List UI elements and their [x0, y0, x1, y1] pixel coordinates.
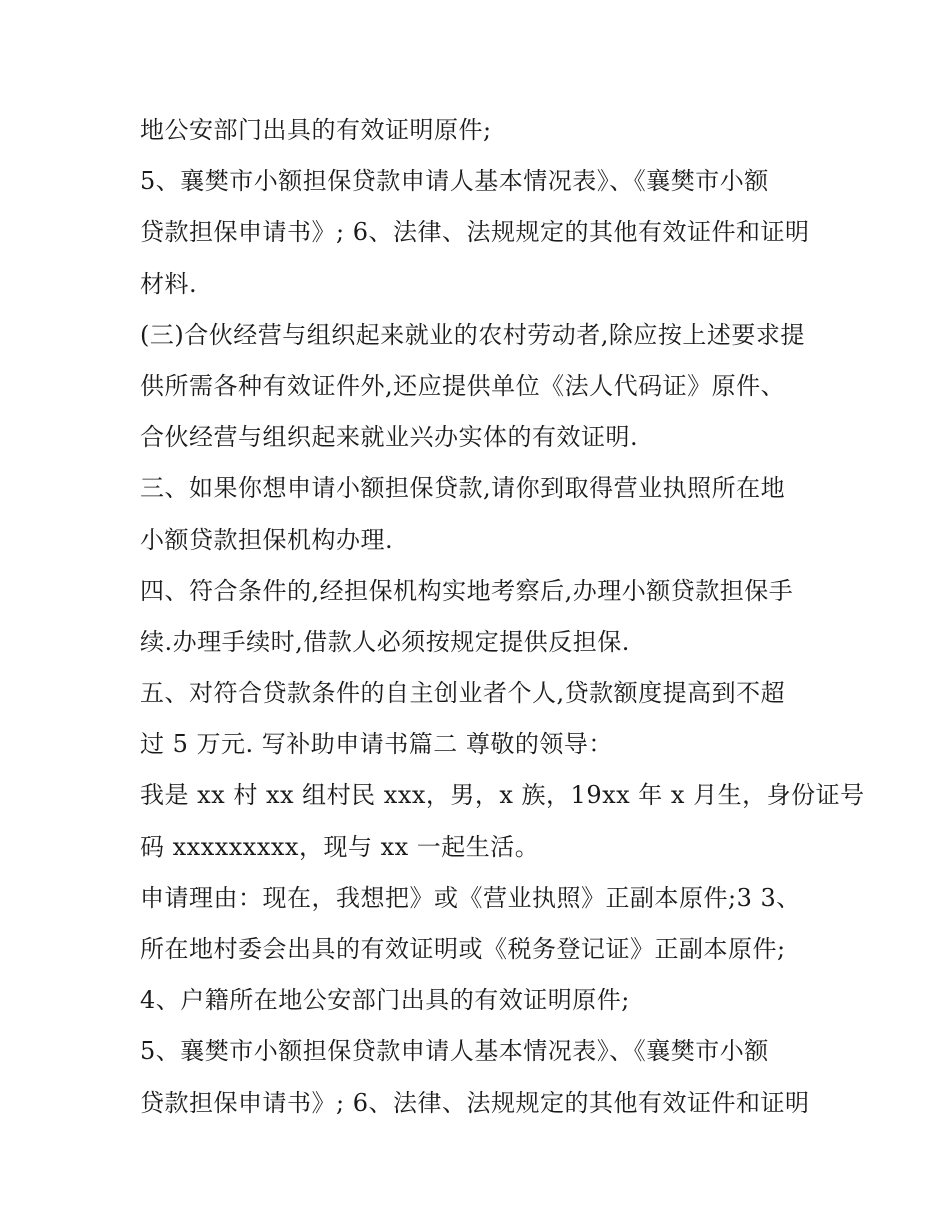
text-line: 地公安部门出具的有效证明原件; — [140, 116, 492, 144]
text-line: 所在地村委会出具的有效证明或《税务登记证》正副本原件; — [140, 935, 786, 963]
text-line: 5、襄樊市小额担保贷款申请人基本情况表》、《襄樊市小额 — [140, 167, 769, 196]
text-line: 续.办理手续时,借款人必须按规定提供反担保. — [140, 627, 630, 656]
text-line: 供所需各种有效证件外,还应提供单位《法人代码证》原件、 — [140, 371, 786, 400]
text-line: 贷款担保申请书》; 6、法律、法规规定的其他有效证件和证明 — [140, 1088, 810, 1117]
text-line: 合伙经营与组织起来就业兴办实体的有效证明. — [140, 423, 639, 452]
text-line: 四、符合条件的,经担保机构实地考察后,办理小额贷款担保手 — [140, 576, 794, 605]
text-line: 码 xxxxxxxxx，现与 xx 一起生活。 — [140, 832, 540, 861]
text-line: 申请理由：现在，我想把》或《营业执照》正副本原件;3 3、 — [140, 883, 801, 912]
text-line: 5、襄樊市小额担保贷款申请人基本情况表》、《襄樊市小额 — [140, 1037, 769, 1066]
text-line: 过 5 万元. 写补助申请书篇二 尊敬的领导： — [140, 730, 613, 759]
text-line: 我是 xx 村 xx 组村民 xxx，男，x 族，19xx 年 x 月生，身份证号 — [140, 781, 865, 810]
text-line: 4、户籍所在地公安部门出具的有效证明原件; — [140, 986, 630, 1015]
text-line: 三、如果你想申请小额担保贷款,请你到取得营业执照所在地 — [140, 474, 786, 503]
text-line: 贷款担保申请书》; 6、法律、法规规定的其他有效证件和证明 — [140, 218, 810, 247]
document-body — [140, 105, 865, 1129]
text-line: (三)合伙经营与组织起来就业的农村劳动者,除应按上述要求提 — [140, 320, 805, 349]
text-line: 材料. — [140, 269, 198, 298]
text-line: 小额贷款担保机构办理. — [140, 525, 394, 554]
text-line: 五、对符合贷款条件的自主创业者个人,贷款额度提高到不超 — [140, 679, 786, 708]
